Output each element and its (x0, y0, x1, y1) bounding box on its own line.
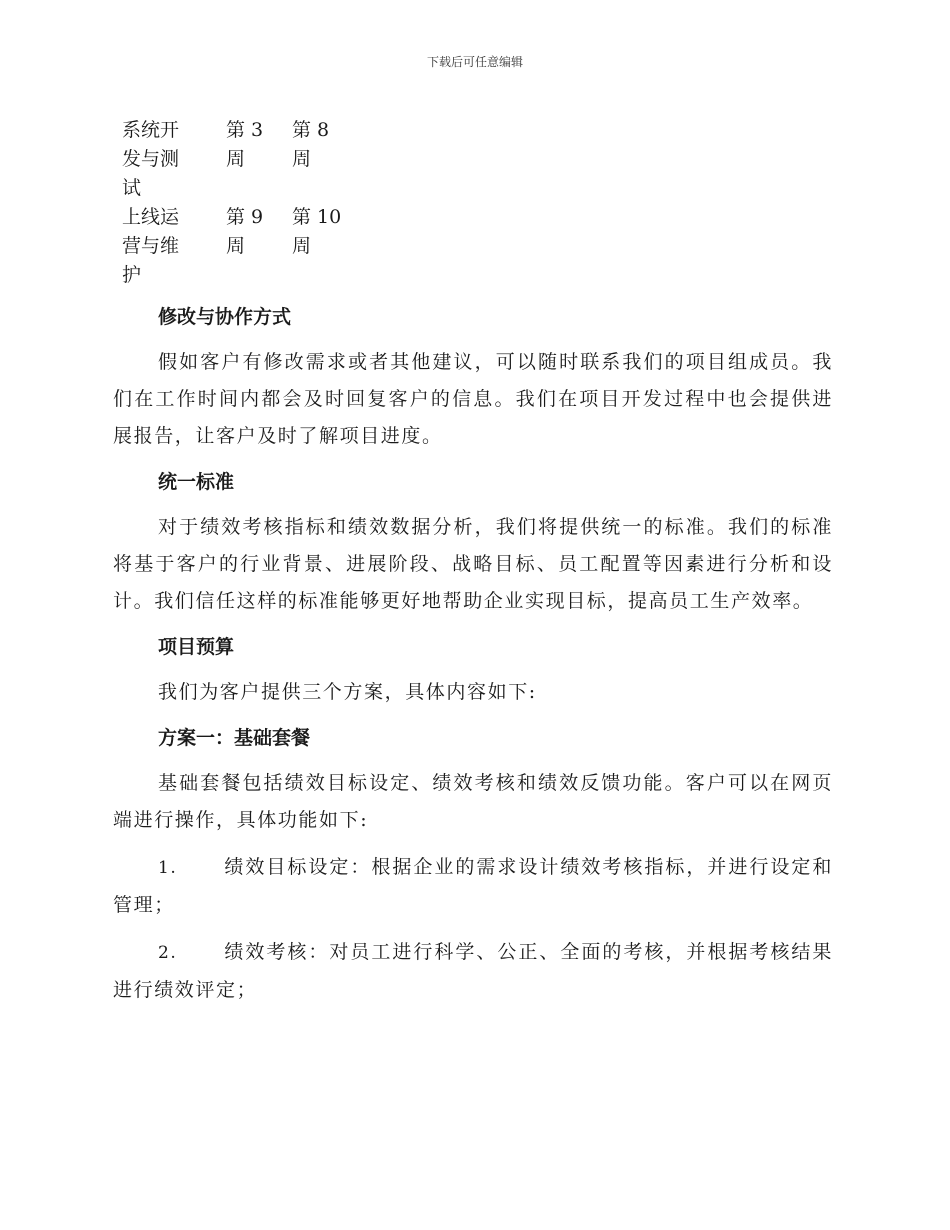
phase-cell: 上线运 营与维 护 (122, 206, 180, 286)
list-item (113, 934, 833, 1009)
end-week-cell: 第 10 周 (292, 206, 342, 257)
document-body (113, 300, 833, 1019)
start-week-cell: 第 9 周 (226, 206, 264, 257)
page-header: 下载后可任意编辑 (426, 55, 523, 69)
section-heading: 方案一：基础套餐 (158, 727, 311, 749)
list-text: 绩效目标设定：根据企业的需求设计绩效考核指标，并进行设定和管理； (113, 856, 833, 916)
list-item (113, 849, 833, 924)
paragraph: 对于绩效考核指标和绩效数据分析，我们将提供统一的标准。我们的标准将基于客户的行业背景、进展阶段、战略目标、员工配置等因素进行分析和设计。我们信任这样的标准能够更好地帮助企业实现目标，提高员工生产效率。 (113, 516, 833, 612)
schedule-table (122, 116, 362, 290)
list-number: 2. (158, 943, 178, 963)
table-row (122, 116, 362, 203)
table-row (122, 203, 362, 290)
paragraph: 基础套餐包括绩效目标设定、绩效考核和绩效反馈功能。客户可以在网页端进行操作，具体功能如下: (113, 772, 833, 831)
end-week-cell: 第 8 周 (292, 119, 330, 170)
list-number: 1. (158, 858, 178, 878)
section-heading: 统一标准 (158, 471, 235, 493)
section-heading: 项目预算 (158, 636, 235, 658)
list-text: 绩效考核：对员工进行科学、公正、全面的考核，并根据考核结果进行绩效评定； (113, 941, 833, 1001)
paragraph: 我们为客户提供三个方案，具体内容如下: (158, 681, 537, 703)
paragraph: 假如客户有修改需求或者其他建议，可以随时联系我们的项目组成员。我们在工作时间内都会及时回复客户的信息。我们在项目开发过程中也会提供进展报告，让客户及时了解项目进度。 (113, 351, 833, 447)
start-week-cell: 第 3 周 (226, 119, 264, 170)
section-heading: 修改与协作方式 (158, 306, 292, 328)
phase-cell: 系统开 发与测 试 (122, 119, 180, 199)
